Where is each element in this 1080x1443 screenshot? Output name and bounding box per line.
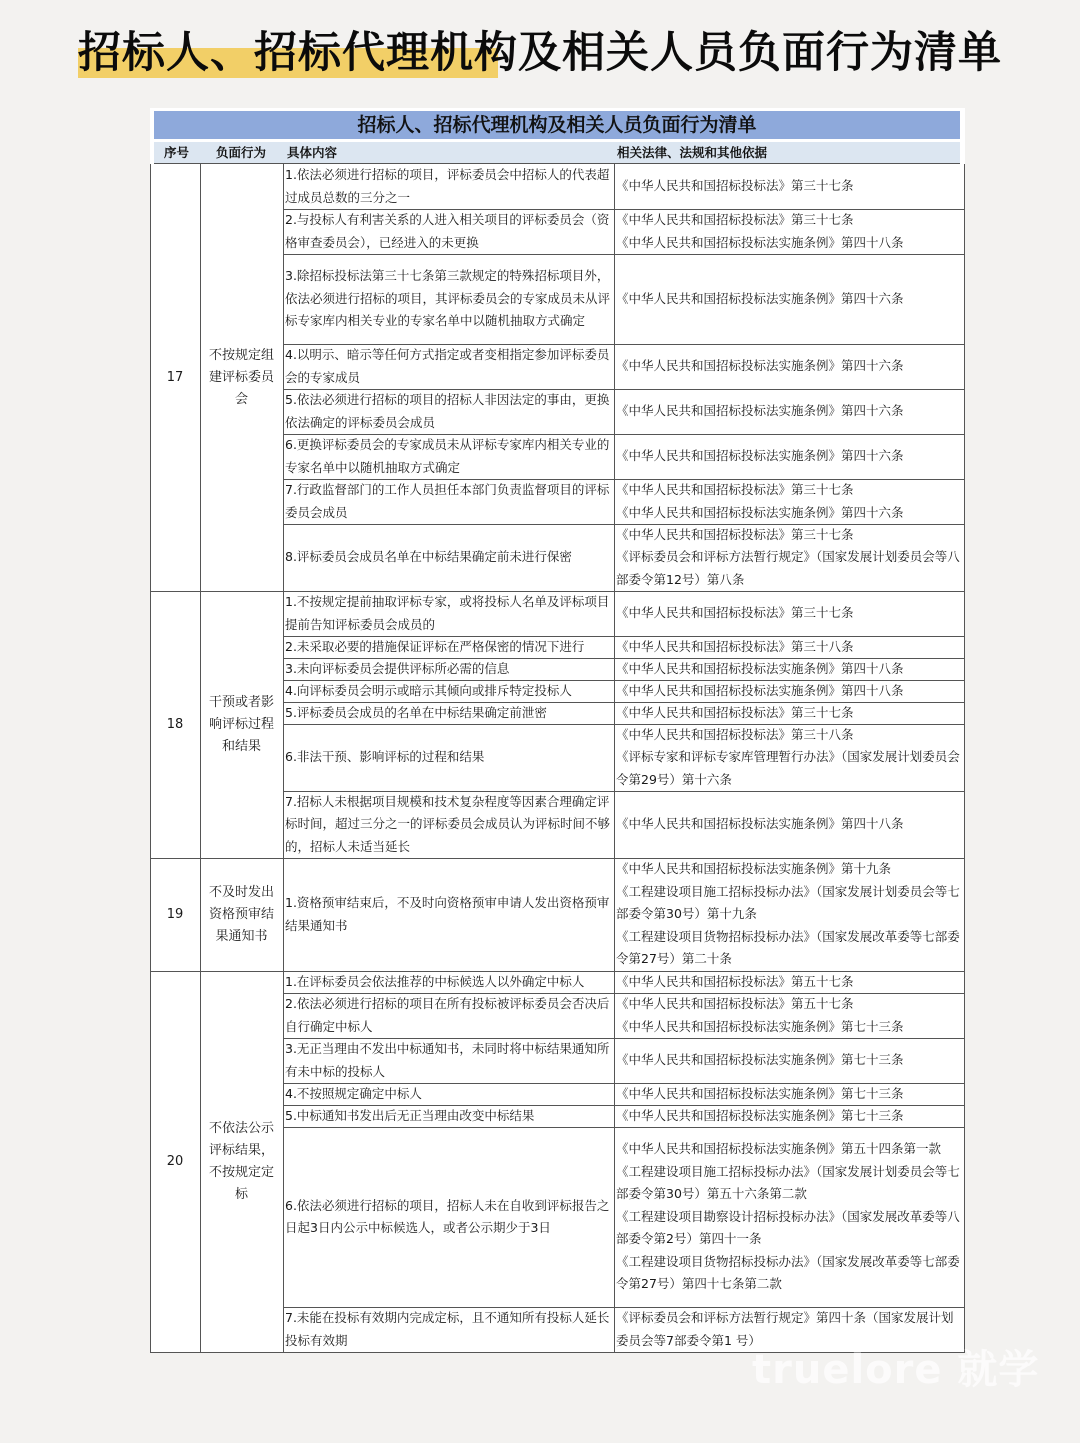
law-cell xyxy=(614,1038,965,1083)
law-text: 《中华人民共和国招标投标法》第三十七条 xyxy=(616,605,854,621)
law-text: 《中华人民共和国招标投标法实施条例》第四十六条 xyxy=(616,448,904,464)
law-cell xyxy=(614,344,965,389)
law-text: 《中华人民共和国招标投标法实施条例》第七十三条 xyxy=(616,1052,904,1068)
content-cell xyxy=(283,591,614,636)
law-text: 《中华人民共和国招标投标法实施条例》第五十四条第一款 《工程建设项目施工招标投标办法》（国家发展计划委员会等七部委令第30号）第五十六条第二款 《工程建设项目勘察设计招标投标办法》（国家发展改革委等八部委令第2号）第四十一条 《工程建设项目货物招标投标办法》（国家发展改革委等七部委令第27号）第四十七条第二款 xyxy=(616,1141,960,1292)
content-text: 1.资格预审结束后，不及时向资格预审申请人发出资格预审结果通知书 xyxy=(285,895,610,933)
sheet-title: 招标人、招标代理机构及相关人员负面行为清单 xyxy=(154,111,960,139)
header-law: 相关法律、法规和其他依据 xyxy=(617,145,768,160)
column-divider xyxy=(200,164,201,1352)
column-divider xyxy=(283,164,284,1352)
content-text: 6.非法干预、影响评标的过程和结果 xyxy=(285,749,485,765)
law-text: 《中华人民共和国招标投标法实施条例》第十九条 《工程建设项目施工招标投标办法》（国家发展计划委员会等七部委令第30号）第十九条 《工程建设项目货物招标投标办法》（国家发展改革委等七部委令第27号）第二十条 xyxy=(616,861,960,967)
law-cell xyxy=(614,591,965,636)
headline-area xyxy=(0,14,1080,94)
law-text: 《中华人民共和国招标投标法实施条例》第四十八条 xyxy=(616,816,904,832)
header-content: 具体内容 xyxy=(287,145,338,160)
content-cell xyxy=(283,389,614,434)
content-cell xyxy=(283,680,614,702)
law-text: 《中华人民共和国招标投标法实施条例》第四十八条 xyxy=(616,682,904,698)
content-cell xyxy=(283,993,614,1038)
content-text: 3.未向评标委员会提供评标所必需的信息 xyxy=(285,660,510,676)
row-number: 19 xyxy=(166,907,184,922)
row-number: 17 xyxy=(166,370,184,385)
content-text: 4.不按照规定确定中标人 xyxy=(285,1085,422,1101)
watermark: truelore 就学 xyxy=(752,1347,1040,1393)
law-cell xyxy=(614,658,965,680)
content-text: 7.招标人未根据项目规模和技术复杂程度等因素合理确定评标时间，超过三分之一的评标委员会成员认为评标时间不够的，招标人未适当延长 xyxy=(285,793,611,854)
content-text: 1.依法必须进行招标的项目，评标委员会中招标人的代表超过成员总数的三分之一 xyxy=(285,167,610,205)
column-divider xyxy=(964,164,965,1352)
law-cell xyxy=(614,791,965,858)
law-cell xyxy=(614,636,965,658)
law-cell xyxy=(614,164,965,209)
law-text: 《中华人民共和国招标投标法实施条例》第四十六条 xyxy=(616,403,904,419)
law-text: 《评标委员会和评标方法暂行规定》第四十条（国家发展计划委员会等7部委令第1 号） xyxy=(616,1310,954,1348)
law-cell xyxy=(614,724,965,791)
law-text: 《中华人民共和国招标投标法》第三十八条 xyxy=(616,638,854,654)
header-number: 序号 xyxy=(164,145,190,160)
content-cell xyxy=(283,1127,614,1307)
law-text: 《中华人民共和国招标投标法实施条例》第七十三条 xyxy=(616,1107,904,1123)
content-cell xyxy=(283,1307,614,1352)
law-text: 《中华人民共和国招标投标法实施条例》第七十三条 xyxy=(616,1085,904,1101)
content-cell xyxy=(283,1083,614,1105)
law-cell xyxy=(614,971,965,993)
column-divider xyxy=(150,164,151,1352)
content-cell xyxy=(283,479,614,524)
table-header xyxy=(154,142,960,164)
content-cell xyxy=(283,254,614,344)
spreadsheet-image xyxy=(150,108,965,1353)
law-cell xyxy=(614,209,965,254)
law-cell xyxy=(614,1105,965,1127)
content-text: 5.依法必须进行招标的项目的招标人非因法定的事由，更换依法确定的评标委员会成员 xyxy=(285,392,610,430)
content-cell xyxy=(283,164,614,209)
content-cell xyxy=(283,971,614,993)
law-text: 《中华人民共和国招标投标法》第五十七条 《中华人民共和国招标投标法实施条例》第七十三条 xyxy=(616,996,904,1034)
law-cell xyxy=(614,993,965,1038)
law-text: 《中华人民共和国招标投标法》第三十七条 《中华人民共和国招标投标法实施条例》第四十八条 xyxy=(616,212,904,250)
content-cell xyxy=(283,724,614,791)
column-divider xyxy=(614,164,615,1352)
content-cell xyxy=(283,791,614,858)
content-text: 1.在评标委员会依法推荐的中标候选人以外确定中标人 xyxy=(285,973,585,989)
content-cell xyxy=(283,636,614,658)
row-number: 18 xyxy=(166,717,184,732)
law-cell xyxy=(614,702,965,724)
header-behavior: 负面行为 xyxy=(216,145,267,160)
law-text: 《中华人民共和国招标投标法》第五十七条 xyxy=(616,973,854,989)
negative-behavior: 不依法公示评标结果，不按规定定标 xyxy=(208,1120,274,1202)
content-text: 1.不按规定提前抽取评标专家，或将投标人名单及评标项目提前告知评标委员会成员的 xyxy=(285,594,610,632)
law-text: 《中华人民共和国招标投标法》第三十七条 xyxy=(616,704,854,720)
law-cell xyxy=(614,680,965,702)
law-cell xyxy=(614,858,965,971)
law-text: 《中华人民共和国招标投标法》第三十八条 《评标专家和评标专家库管理暂行办法》（国家发展计划委员会令第29号）第十六条 xyxy=(616,726,960,787)
content-text: 4.以明示、暗示等任何方式指定或者变相指定参加评标委员会的专家成员 xyxy=(285,347,610,385)
content-text: 7.行政监督部门的工作人员担任本部门负责监督项目的评标委员会成员 xyxy=(285,482,610,520)
law-cell xyxy=(614,434,965,479)
law-cell xyxy=(614,1127,965,1307)
law-text: 《中华人民共和国招标投标法》第三十七条 《评标委员会和评标方法暂行规定》（国家发展计划委员会等八部委令第12号）第八条 xyxy=(616,526,960,587)
law-text: 《中华人民共和国招标投标法实施条例》第四十八条 xyxy=(616,660,904,676)
content-text: 4.向评标委员会明示或暗示其倾向或排斥特定投标人 xyxy=(285,682,572,698)
content-text: 3.无正当理由不发出中标通知书，未同时将中标结果通知所有未中标的投标人 xyxy=(285,1041,610,1079)
law-cell xyxy=(614,524,965,591)
negative-behavior: 干预或者影响评标过程和结果 xyxy=(208,694,274,754)
content-cell xyxy=(283,858,614,971)
content-text: 7.未能在投标有效期内完成定标，且不通知所有投标人延长投标有效期 xyxy=(285,1310,610,1348)
content-text: 6.依法必须进行招标的项目，招标人未在自收到评标报告之日起3日内公示中标候选人，或者公示期少于3日 xyxy=(285,1197,610,1235)
content-text: 6.更换评标委员会的专家成员未从评标专家库内相关专业的专家名单中以随机抽取方式确定 xyxy=(285,437,610,475)
content-cell xyxy=(283,1105,614,1127)
content-cell xyxy=(283,209,614,254)
law-text: 《中华人民共和国招标投标法实施条例》第四十六条 xyxy=(616,290,904,306)
row-number: 20 xyxy=(166,1154,184,1169)
page-headline: 招标人、招标代理机构及相关人员负面行为清单 xyxy=(78,28,1002,78)
law-text: 《中华人民共和国招标投标法》第三十七条 xyxy=(616,178,854,194)
law-text: 《中华人民共和国招标投标法实施条例》第四十六条 xyxy=(616,358,904,374)
content-text: 8.评标委员会成员名单在中标结果确定前未进行保密 xyxy=(285,549,572,565)
law-text: 《中华人民共和国招标投标法》第三十七条 《中华人民共和国招标投标法实施条例》第四十六条 xyxy=(616,482,904,520)
content-cell xyxy=(283,434,614,479)
content-text: 3.除招标投标法第三十七条第三款规定的特殊招标项目外，依法必须进行招标的项目，其评标委员会的专家成员未从评标专家库内相关专业的专家名单中以随机抽取方式确定 xyxy=(285,268,611,329)
content-cell xyxy=(283,1038,614,1083)
law-cell xyxy=(614,479,965,524)
law-cell xyxy=(614,1083,965,1105)
content-text: 5.中标通知书发出后无正当理由改变中标结果 xyxy=(285,1107,535,1123)
content-text: 2.与投标人有利害关系的人进入相关项目的评标委员会（资格审查委员会），已经进入的未更换 xyxy=(285,212,610,250)
content-cell xyxy=(283,658,614,680)
content-text: 2.依法必须进行招标的项目在所有投标被评标委员会否决后自行确定中标人 xyxy=(285,996,610,1034)
content-cell xyxy=(283,702,614,724)
content-cell xyxy=(283,344,614,389)
negative-behavior: 不及时发出资格预审结果通知书 xyxy=(208,884,274,944)
negative-behavior: 不按规定组建评标委员会 xyxy=(208,347,274,407)
law-cell xyxy=(614,254,965,344)
content-cell xyxy=(283,524,614,591)
law-cell xyxy=(614,389,965,434)
content-text: 2.未采取必要的措施保证评标在严格保密的情况下进行 xyxy=(285,638,585,654)
content-text: 5.评标委员会成员的名单在中标结果确定前泄密 xyxy=(285,704,547,720)
